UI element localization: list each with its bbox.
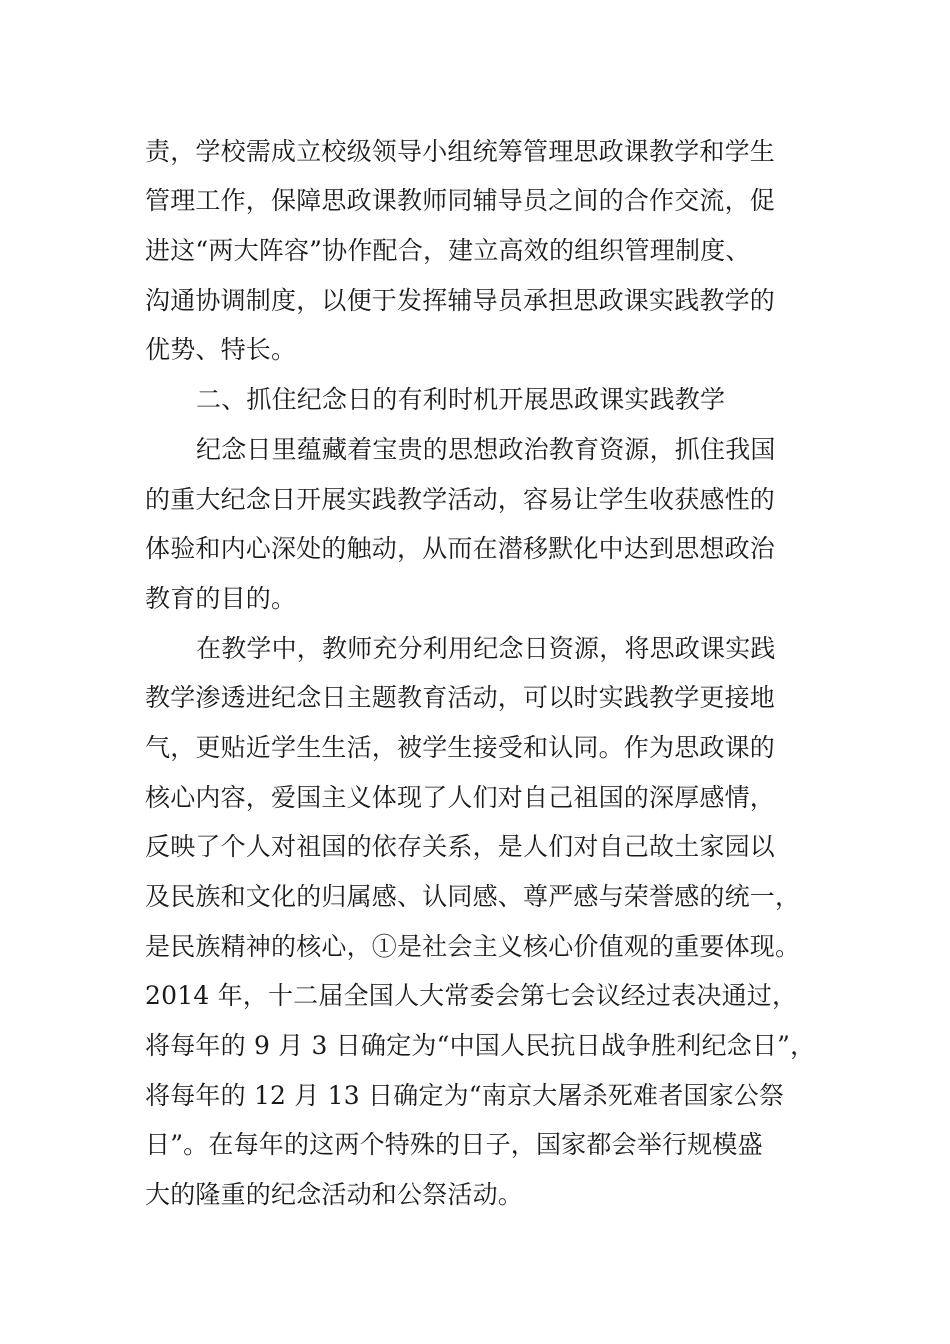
text-line: 教育的目的。 — [145, 584, 297, 613]
text-line: 日”。在每年的这两个特殊的日子，国家都会举行规模盛 — [145, 1130, 763, 1159]
text-line: 是民族精神的核心，①是社会主义核心价值观的重要体现。 — [145, 932, 801, 961]
text-line: 将每年的 9 月 3 日确定为“中国人民抗日战争胜利纪念日”， — [145, 1031, 816, 1060]
text-line: 及民族和文化的归属感、认同感、尊严感与荣誉感的统一， — [145, 882, 801, 911]
text-line: 核心内容，爱国主义体现了人们对自己祖国的深厚感情， — [145, 783, 776, 812]
text-line: 气，更贴近学生生活，被学生接受和认同。作为思政课的 — [145, 733, 776, 762]
text-line: 大的隆重的纪念活动和公祭活动。 — [145, 1180, 524, 1209]
section-heading: 二、抓住纪念日的有利时机开展思政课实践教学 — [196, 385, 726, 414]
text-line: 责，学校需成立校级领导小组统筹管理思政课教学和学生 — [145, 137, 776, 166]
text-line: 在教学中，教师充分利用纪念日资源，将思政课实践 — [196, 634, 776, 663]
text-line: 的重大纪念日开展实践教学活动，容易让学生收获感性的 — [145, 485, 776, 514]
text-line: 管理工作，保障思政课教师同辅导员之间的合作交流，促 — [145, 186, 776, 215]
text-line: 进这“两大阵容”协作配合，建立高效的组织管理制度、 — [145, 236, 751, 265]
text-line: 优势、特长。 — [145, 335, 297, 364]
text-line: 将每年的 12 月 13 日确定为“南京大屠杀死难者国家公祭 — [145, 1081, 785, 1110]
text-line: 体验和内心深处的触动，从而在潜移默化中达到思想政治 — [145, 534, 776, 563]
text-line: 教学渗透进纪念日主题教育活动，可以时实践教学更接地 — [145, 683, 776, 712]
text-line: 2014 年，十二届全国人大常委会第七会议经过表决通过， — [145, 981, 798, 1010]
text-line: 反映了个人对祖国的依存关系，是人们对自己故土家园以 — [145, 832, 776, 861]
text-line: 纪念日里蕴藏着宝贵的思想政治教育资源，抓住我国 — [196, 435, 776, 464]
text-line: 沟通协调制度，以便于发挥辅导员承担思政课实践教学的 — [145, 286, 776, 315]
